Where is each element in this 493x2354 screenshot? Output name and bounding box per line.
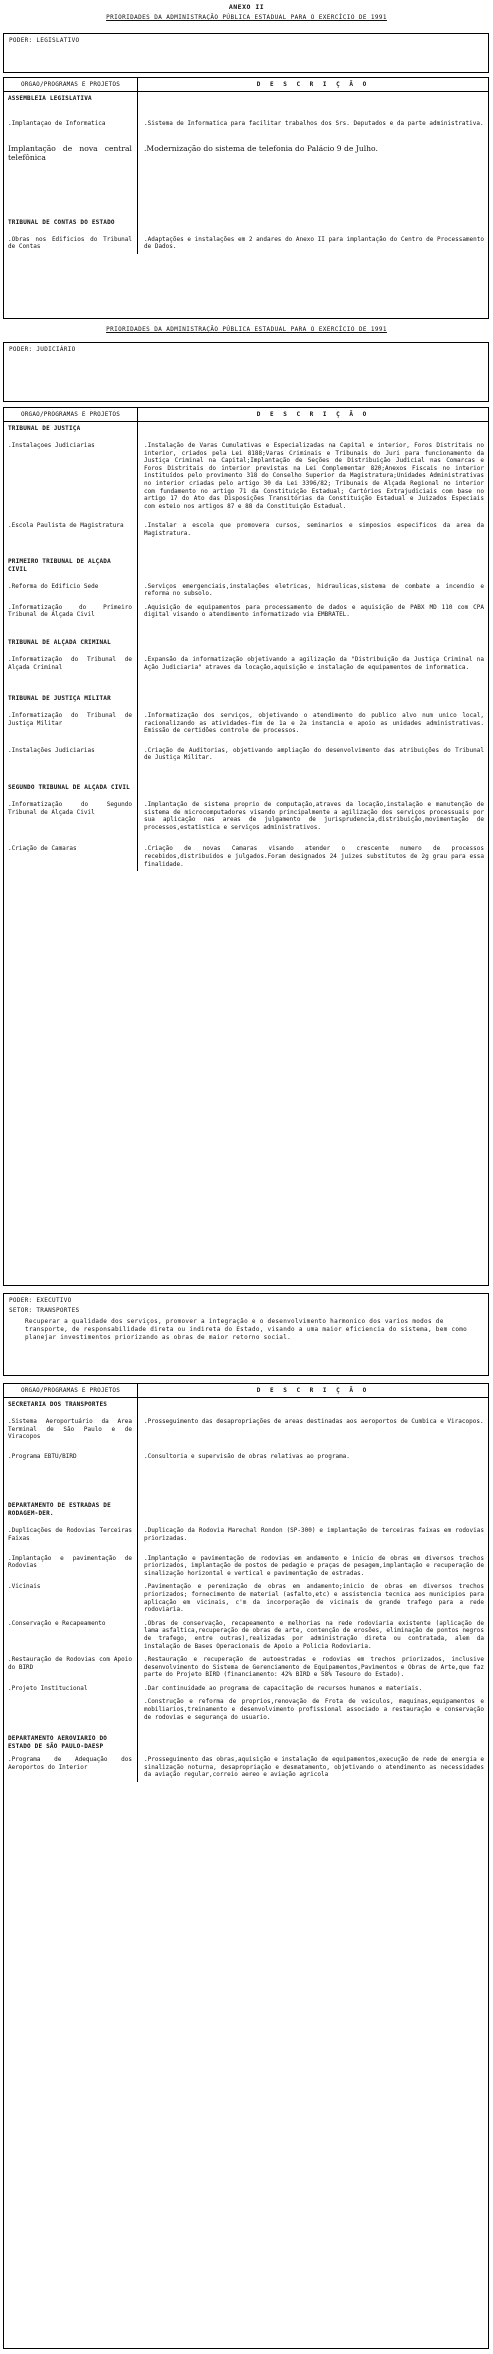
section-title: PRIMEIRO TRIBUNAL DE ALÇADA CIVIL [8,557,111,573]
poder-label: PODER: JUDICIÁRIO [9,346,76,353]
description-cell: .Implantação de sistema proprio de computação,atraves da locação,instalação e manutenção de sistema de microcomputadores visando principalmente a agilização dos serviços processuais por sua aplicação nas areas de julgamento de jurisprudencia,distribuição,movimentação de processos,estatistica e serviços administrativos. [144,801,484,831]
program-cell: .Escola Paulista de Magistratura [8,522,124,530]
table-row [4,1415,488,1444]
table-row [4,1682,488,1696]
description-cell: .Construção e reforma de proprios,renovação de Frota de veiculos, maquinas,equipamentos e mobiliarios,treinamento e desenvolvimento profissional associado a restauração e conservação de rodovias e segurança do usuario. [144,1698,484,1721]
table-row [4,798,488,834]
description-cell: .Pavimentação e perenização de obras em andamento;inicio de obras em diversos trechos priorizados; fornecimento de material (asfalto,etc) e assistencia tecnica aos municipios para aplicação em vicinais, c'm da incorporação de vicinais de grande trafego para a rede rodoviaria. [144,1583,484,1614]
section-title: TRIBUNAL DE ALÇADA CRIMINAL [8,638,111,646]
description-cell: .Criação de Auditorias, objetivando ampliação do desenvolvimento das atribuições do Tribunal de Justiça Militar. [144,746,484,762]
table-legislativo [3,77,489,319]
header-programs: ORGAO/PROGRAMAS E PROJETOS [4,408,138,421]
description-cell: .Dar continuidade ao programa de capacitação de recursos humanos e materiais. [144,1684,423,1692]
section-title: TRIBUNAL DE CONTAS DO ESTADO [8,218,115,226]
table-row [4,744,488,765]
poder-label: PODER: EXECUTIVO [9,1297,72,1304]
program-cell: .Informatização do Tribunal de Alçada Criminal [8,655,132,671]
description-cell: .Informatização dos serviços, objetivando o atendimento do publico alvo num unico local, racionalizando as atividades-fim de 1a e 2a instancia e apoio as unidades administrativas. Emissão de certidões controle de processos. [144,712,484,735]
description-cell: .Serviços emergenciais,instalações eletricas, hidraulicas,sistema de combate a incendio e reforma no subsolo. [144,582,484,598]
header-description: D E S C R I Ç Ã O [256,411,370,418]
description-cell: .Instalação de Varas Cumulativas e Especializadas na Capital e interior, Foros Distritais no interior, criados pela Lei 8188;Varas Criminais e Tribunais do Juri para funcionamento da Justiça Criminal na Capital;Implantação de Seções de Distribuição Judicial nas Comarcas e Foros Distritais do interior previstas na Lei Complementar 820;Anexos Fiscais no interior instituídos pelo provimento 318 do Conselho Superior da Magistratura;Unidades Administrativas no interior criadas pelo artigo 30 da Lei 3396/82; Tribunais de Alçada Regional no interior com fundamento no artigo 71 da Constituição Estadual; Cartórios Extrajudiciais com base no artigo 17 do Ato das Disposições Transitórias da Constituição Estadual e Juizados Especiais com esteio nos artigos 87 e 88 da Constituição Estadual. [144,442,484,510]
table-row [4,141,488,166]
table-row [4,1753,488,1782]
program-cell: .Sistema Aeroportuário da Area Terminal de São Paulo e de Viracopos [8,1418,132,1441]
table-row [4,601,488,622]
program-cell: .Informatização do Segundo Tribunal de Alçada Civil [8,801,132,816]
table-row [4,653,488,674]
annex-label: ANEXO II [228,3,265,11]
description-cell: .Criação de novas Camaras visando atender o crescente numero de processos recebidos,distribuidos e julgados.Foram designados 24 juizes substitutos de 2g grau para essa finalidade. [144,845,484,868]
setor-text: Recuperar a qualidade dos serviços, promover a integração e o desenvolvimento harmonico dos varios modos de transporte, de responsabilidade direta ou indireta do Estado, visando a uma maior eficiencia do sistema, bem como planejar investimentos priorizando as obras de maior retorno social. [25,1318,468,1341]
table-row [4,580,488,601]
table-row [4,439,488,513]
page-title: PRIORIDADES DA ADMINISTRAÇÃO PÚBLICA ESTADUAL PARA O EXERCÍCIO DE 1991 [106,14,387,21]
poder-box-legislativo [3,33,489,73]
program-cell: .Informatização do Primeiro Tribunal de Alçada Civil [8,603,132,619]
program-cell: .Implantaçao de Informatica [8,120,106,127]
table-row [4,117,488,131]
section-title: ASSEMBLEIA LEGISLATIVA [8,95,92,102]
program-cell: .Implantação e pavimentação de Rodovias [8,1554,132,1570]
program-cell [4,1695,136,1724]
table-row [4,1695,488,1724]
program-cell: .Conservação e Recapeamento [8,1619,106,1627]
poder-box-executivo [3,1293,489,1376]
section-title: SECRETARIA DOS TRANSPORTES [8,1401,108,1408]
program-cell: .Programa EBTU/BIRD [8,1452,77,1460]
table-row [4,1580,488,1616]
description-cell: .Prosseguimento das obras,aquisição e instalação de equipamentos,execução de rede de energia e sinalização noturna, desapropriação e desmatamento, objetivando o atendimento as necessidades da aviação regular,correio aereo e aviação agricola [144,1756,484,1779]
table-row [4,842,488,871]
table-row [4,1617,488,1653]
table-header [4,408,488,422]
table-row [4,1552,488,1581]
description-cell: .Sistema de Informatica para facilitar trabalhos dos Srs. Deputados e da parte administrativa. [144,120,484,127]
description-cell: .Prosseguimento das desapropriações de areas destinadas aos aeroportos de Cumbica e Viracopos. [144,1418,484,1425]
description-cell: .Modernização do sistema de telefonia do Palácio 9 de Julho. [144,143,378,153]
section-title: TRIBUNAL DE JUSTIÇA [8,425,81,432]
program-cell: .Restauração de Rodovias com Apoio do BIRD [8,1656,132,1671]
table-row [4,1653,488,1682]
description-cell: .Implantação e pavimentação de rodovias em andamento e inicio de obras em diversos trechos priorizados, implantação de postos de pedagio e praças de pesagem,implantação e recuperação de sinalização horizontal e vertical e pavimentação de estradas. [144,1554,484,1577]
header-programs: ORGAO/PROGRAMAS E PROJETOS [4,78,138,91]
section-title: DEPARTAMENTO AEROVIARIO DO ESTADO DE SÃO PAULO-DAESP [8,1735,108,1751]
program-cell: .Vicinais [8,1583,41,1591]
table-judiciario [3,407,489,1286]
description-cell: .Adaptações e instalações em 2 andares do Anexo II para implantação do Centro de Processamento de Dados. [144,235,484,251]
header-description: D E S C R I Ç Ã O [256,1387,370,1394]
header-description: D E S C R I Ç Ã O [256,81,370,88]
section-title: SEGUNDO TRIBUNAL DE ALÇADA CIVIL [8,784,130,792]
section-title: TRIBUNAL DE JUSTIÇA MILITAR [8,695,111,703]
table-row [4,709,488,738]
program-cell: .Criação de Camaras [8,845,77,853]
description-cell: .Consultoria e supervisão de obras relativas ao programa. [144,1452,350,1460]
program-cell: .Projeto Institucional [8,1684,88,1692]
description-cell: .Restauração e recuperação de autoestradas e rodovias em trechos priorizados, inclusive desenvolvimento do Sistema de Gerenciamento de Equipamentos,Pavimentos e Obras de Arte,que faz parte do Projeto BIRD (financiamento: 42% BIRD e 58% Tesouro do Estado). [144,1656,484,1679]
poder-label: PODER: LEGISLATIVO [9,37,80,44]
description-cell: .Duplicação da Rodovia Marechal Rondon (SP-300) e implantação de terceiras faixas em rodovias priorizadas. [144,1527,484,1542]
table-header [4,1384,488,1398]
program-cell: .Obras nos Edificios do Tribunal de Contas [8,235,132,251]
program-cell: Implantação de nova central telefônica [8,143,132,163]
table-row [4,519,488,540]
program-cell: .Instalaçoes Judiciarias [8,442,95,449]
program-cell: .Reforma do Edificio Sede [8,582,99,590]
table-row [4,1524,488,1545]
table-header [4,78,488,92]
table-row [4,1450,488,1464]
table-row [4,233,488,254]
program-cell: .Duplicações de Rodovias Terceiras Faixas [8,1527,132,1542]
description-cell: .Expansão da informatização objetivando a agilização da "Distribuição da Justiça Criminal na Ação Judiciaria" atraves da locação,aquisição e instalação de equipamentos de informatica. [144,655,484,671]
program-cell: .Instalações Judiciarias [8,746,95,754]
description-cell: .Aquisição de equipamentos para processamento de dados e aquisição de PABX MD 110 com CPA digital visando o atendimento informatizado via EMBRATEL. [144,603,484,619]
program-cell: .Informatização do Tribunal de Justiça Militar [8,712,132,727]
description-cell: .Obras de conservação, recapeamento e melhorias na rede rodoviaria existente (aplicação de lama asfaltica,recuperação de obras de arte, contenção de erosões, eliminação de pontos negros de trafego, entre outras),realizadas por administração direta ou contratada, alem da instalação de Bases Operacionais de Apoio a Policia Rodoviaria. [144,1619,484,1650]
description-cell: .Instalar a escola que promovera cursos, seminarios e simposios especificos da area da Magistratura. [144,522,484,537]
program-cell: .Programa de Adequação dos Aeroportos do Interior [8,1756,132,1771]
page-title-judiciario: PRIORIDADES DA ADMINISTRAÇÃO PÚBLICA ESTADUAL PARA O EXERCÍCIO DE 1991 [106,326,387,333]
poder-box-judiciario [3,342,489,402]
setor-label: SETOR: TRANSPORTES [9,1307,80,1314]
header-programs: ORGAO/PROGRAMAS E PROJETOS [4,1384,138,1397]
table-executivo [3,1383,489,2349]
section-title: DEPARTAMENTO DE ESTRADAS DE RODAGEM-DER. [8,1502,111,1518]
